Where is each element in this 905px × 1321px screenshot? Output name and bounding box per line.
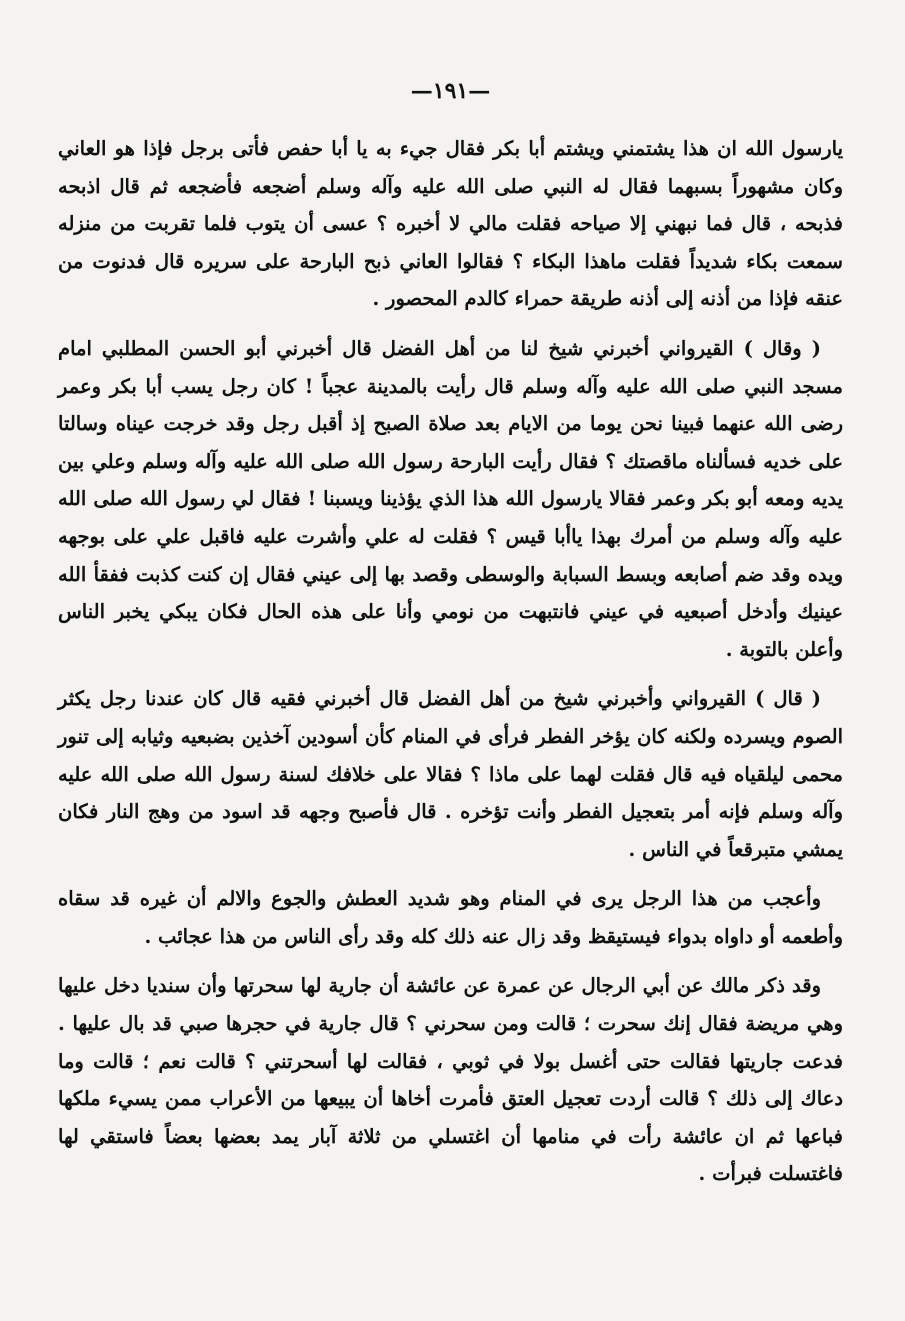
page-number: —١٩١— xyxy=(410,78,491,104)
paragraph-1: يارسول الله ان هذا يشتمني ويشتم أبا بكر فقال جيء به يا أبا حفص فأتى برجل فإذا هو العاني وكان مشهوراً بسبهما فقال له النبي صلى الله عليه وآله وسلم أضجعه فأضجعه ثم قال اذبحه فذبحه ، قال فما نبهني إلا صياحه فقلت مالي لا أخبره ؟ عسى أن يتوب فلما تقربت من منزله سمعت بكاء شديداً فقلت ماهذا البكاء ؟ فقالوا العاني ذبح البارحة على سريره قال فدنوت من عنقه فإذا من أذنه إلى أذنه طريقة حمراء كالدم المحصور . xyxy=(58,137,843,311)
paragraph-3: ( قال ) القيرواني وأخبرني شيخ من أهل الفضل قال أخبرني فقيه قال كان عندنا رجل يكثر الصوم ويسرده ولكنه كان يؤخر الفطر فرأى في المنام كأن أسودين آخذين بضبعيه وثيابه إلى تنور محمى ليلقياه فيه قال فقلت لهما على ماذا ؟ فقالا على خلافك لسنة رسول الله صلى الله عليه وآله وسلم فإنه أمر بتعجيل الفطر وأنت تؤخره . قال فأصبح وجهه قد اسود من وهج النار فكان يمشي متبرقعاً في الناس . xyxy=(58,687,843,861)
paragraph-5: وقد ذكر مالك عن أبي الرجال عن عمرة عن عائشة أن جارية لها سحرتها وأن سنديا دخل عليها وهي مريضة فقال إنك سحرت ؛ قالت ومن سحرني ؟ قال جارية في حجرها صبي قد بال عليها . فدعت جاريتها فقالت حتى أغسل بولا في ثوبي ، فقالت لها أسحرتني ؟ قالت نعم ؛ قالت وما دعاك إلى ذلك ؟ قالت أردت تعجيل العتق فأمرت أخاها أن يبيعها من الأعراب ممن يسيء ملكها فباعها ثم ان عائشة رأت في منامها أن اغتسلي من ثلاثة آبار يمد بعضها بعضاً فاستقي لها فاغتسلت فبرأت . xyxy=(58,974,843,1186)
paragraph-2: ( وقال ) القيرواني أخبرني شيخ لنا من أهل الفضل قال أخبرني أبو الحسن المطلبي امام مسجد النبي صلى الله عليه وآله وسلم قال رأيت بالمدينة عجباً ! كان رجل يسب أبا بكر وعمر رضى الله عنهما فبينا نحن يوما من الايام بعد صلاة الصبح إذ أقبل رجل وقد خرجت عيناه وسالتا على خديه فسألناه ماقصتك ؟ فقال رأيت البارحة رسول الله صلى الله عليه وآله وسلم وعلي بين يديه ومعه أبو بكر وعمر فقالا يارسول الله هذا الذي يؤذينا ويسبنا ! فقال لي رسول الله صلى الله عليه وآله وسلم من أمرك بهذا ياأبا قيس ؟ فقلت له علي وأشرت عليه فاقبل علي على بوجهه ويده وقد ضم أصابعه وبسط السبابة والوسطى وقصد بها إلى عيني فقال إن كنت كذبت ففقأ الله عينيك وأدخل أصبعيه في عيني فانتبهت من نومي وأنا على هذه الحال فكان يبكي يخبر الناس وأعلن بالتوبة . xyxy=(58,336,843,661)
paragraph-4: وأعجب من هذا الرجل يرى في المنام وهو شديد العطش والجوع والالم أن غيره قد سقاه وأطعمه أو داواه بدواء فيستيقظ وقد زال عنه ذلك كله وقد رأى الناس من هذا عجائب . xyxy=(58,887,843,948)
body-text xyxy=(58,130,843,1193)
